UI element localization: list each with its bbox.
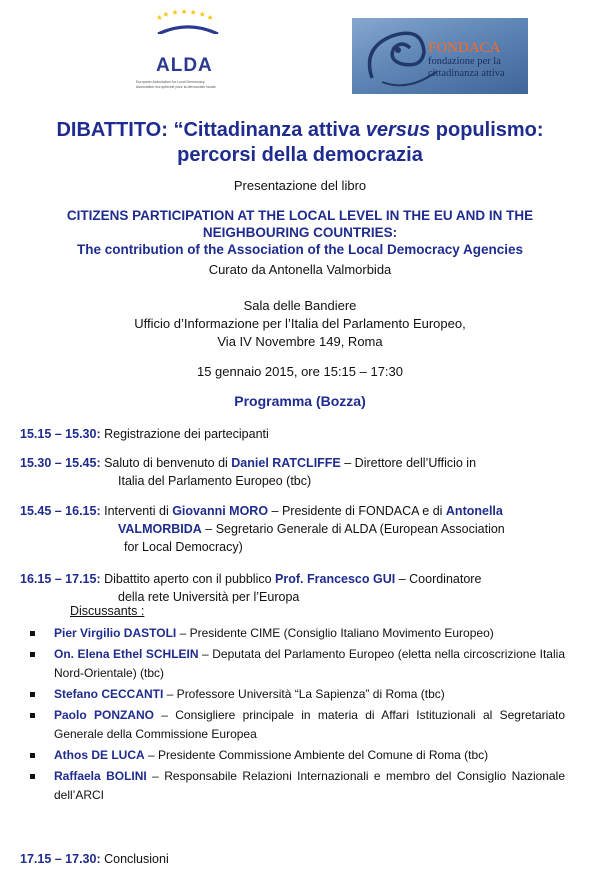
list-item <box>20 767 565 805</box>
venue-office: Ufficio d’Informazione per l’Italia del Parlamento Europeo, <box>134 316 466 331</box>
list-item <box>20 624 565 643</box>
schedule-text-line2: Italia del Parlamento Europeo (tbc) <box>118 474 312 488</box>
schedule-text: Conclusioni <box>100 852 169 866</box>
bullet-icon <box>30 774 35 779</box>
discussant-name: Athos DE LUCA <box>54 748 145 762</box>
schedule-time: 17.15 – 17.30: <box>20 852 101 866</box>
list-item <box>20 685 565 704</box>
discussant-role: – Deputata del Parlamento Europeo (eletta nella circoscrizione Italia Nord-Orientale) (tbc) <box>54 647 565 680</box>
schedule-text: – Presidente di FONDACA e di <box>268 504 446 518</box>
title-suffix: populismo: <box>430 119 544 141</box>
schedule-item <box>20 502 565 556</box>
discussant-role: – Responsabile Relazioni Internazionali e membro del Consiglio Nazionale dell’ARCI <box>54 769 565 802</box>
book-title-line1: CITIZENS PARTICIPATION AT THE LOCAL LEVEL IN THE EU AND IN THE <box>66 208 534 223</box>
main-title <box>0 118 600 168</box>
schedule-text: Saluto di benvenuto di <box>100 456 232 470</box>
event-date: 15 gennaio 2015, ore 15:15 – 17:30 <box>196 364 403 379</box>
schedule-item <box>20 850 565 868</box>
discussant-role: – Professore Università “La Sapienza” di Roma (tbc) <box>163 687 445 701</box>
speaker-name: Prof. Francesco GUI <box>275 572 396 586</box>
schedule-item <box>20 454 565 490</box>
venue <box>0 297 600 351</box>
main-title-line2: percorsi della democrazia <box>177 144 423 166</box>
schedule-text: – Coordinatore <box>395 572 482 586</box>
program-title: Programma (Bozza) <box>234 393 366 409</box>
eu-stars-arc-icon <box>128 8 248 34</box>
speaker-surname: VALMORBIDA <box>118 522 202 536</box>
schedule-time: 16.15 – 17.15: <box>20 572 101 586</box>
discussant-name: On. Elena Ethel SCHLEIN <box>54 647 199 661</box>
speaker-name: Giovanni MORO <box>172 504 269 518</box>
discussants-list <box>20 624 565 807</box>
bullet-icon <box>30 713 35 718</box>
schedule-item <box>20 425 565 443</box>
discussant-name: Pier Virgilio DASTOLI <box>54 626 177 640</box>
venue-address: Via IV Novembre 149, Roma <box>217 334 383 349</box>
schedule-text-line3: for Local Democracy) <box>124 540 243 554</box>
speaker-name: Antonella <box>445 504 503 518</box>
fondaca-logo-tagline: fondazione per la cittadinanza attiva <box>428 56 505 79</box>
schedule-text-line2: – Segretario Generale di ALDA (European Association <box>201 522 505 536</box>
discussants-label: Discussants : <box>70 604 145 618</box>
list-item <box>20 746 565 765</box>
discussant-role: – Presidente Commissione Ambiente del Comune di Roma (tbc) <box>144 748 489 762</box>
bullet-icon <box>30 692 35 697</box>
alda-tagline-fr: Association européenne pour la démocratie locale <box>136 85 216 89</box>
schedule-item <box>20 570 565 606</box>
bullet-icon <box>30 753 35 758</box>
presentation-label: Presentazione del libro <box>233 178 367 193</box>
list-item <box>20 706 565 744</box>
fondaca-logo-name: FONDACA <box>428 40 501 56</box>
schedule-time: 15.15 – 15.30: <box>20 427 101 441</box>
book-subtitle: The contribution of the Association of the Local Democracy Agencies <box>76 242 524 257</box>
discussant-role: – Consigliere principale in materia di Affari Istituzionali al Segretariato Generale della Commissione Europea <box>54 708 565 741</box>
alda-tagline-en: European Association for Local Democracy <box>136 80 205 84</box>
curator: Curato da Antonella Valmorbida <box>208 262 392 277</box>
alda-logo-tagline <box>136 80 246 90</box>
schedule-time: 15.45 – 16.15: <box>20 504 101 518</box>
schedule-text: Interventi di <box>100 504 173 518</box>
discussant-name: Paolo PONZANO <box>54 708 154 722</box>
schedule-text: – Direttore dell’Ufficio in <box>340 456 477 470</box>
bullet-icon <box>30 631 35 636</box>
title-prefix: DIBATTITO: “Cittadinanza attiva <box>56 119 366 141</box>
discussant-name: Stefano CECCANTI <box>54 687 164 701</box>
speaker-name: Daniel RATCLIFFE <box>231 456 341 470</box>
list-item <box>20 645 565 683</box>
discussant-role: – Presidente CIME (Consiglio Italiano Movimento Europeo) <box>176 626 494 640</box>
book-title-line2: NEIGHBOURING COUNTRIES: <box>202 225 398 240</box>
alda-logo-name: ALDA <box>156 55 213 76</box>
title-italic: versus <box>365 119 431 141</box>
book-title <box>0 207 600 258</box>
schedule-text-line2: della rete Università per l’Europa <box>118 590 300 604</box>
venue-room: Sala delle Bandiere <box>243 298 357 313</box>
schedule-text: Dibattito aperto con il pubblico <box>100 572 276 586</box>
alda-logo <box>128 8 248 98</box>
discussant-name: Raffaela BOLINI <box>54 769 147 783</box>
bullet-icon <box>30 652 35 657</box>
schedule-time: 15.30 – 15.45: <box>20 456 101 470</box>
schedule-text: Registrazione dei partecipanti <box>100 427 269 441</box>
fondaca-logo <box>352 18 528 94</box>
main-title-line1 <box>0 118 600 143</box>
